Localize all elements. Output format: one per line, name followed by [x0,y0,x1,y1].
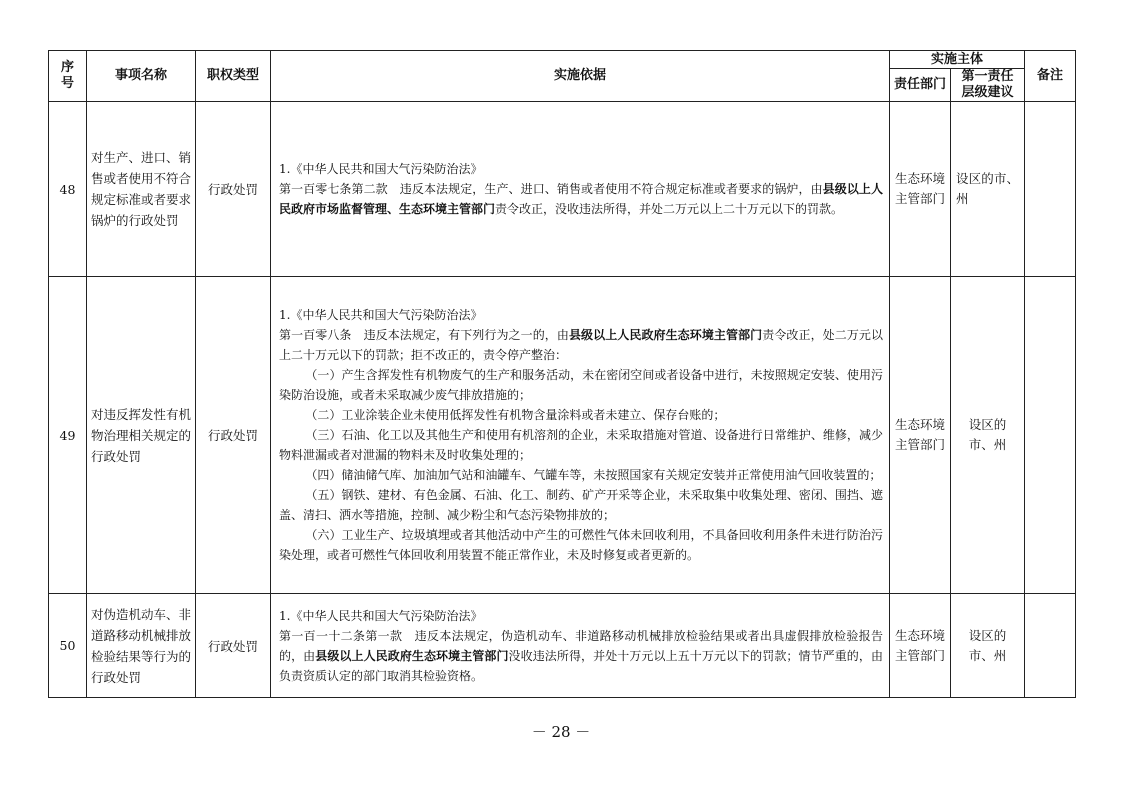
basis-paragraph [279,325,883,365]
row-authority-type: 行政处罚 [196,277,271,594]
law-title: 1.《中华人民共和国大气污染防治法》 [279,308,483,322]
header-level: 第一责任层级建议 [951,69,1025,102]
header-dept: 责任部门 [890,69,951,102]
row-basis [271,277,890,594]
header-remark: 备注 [1025,51,1076,102]
basis-paragraph [279,626,883,686]
header-type: 职权类型 [196,51,271,102]
row-seq: 49 [49,277,87,594]
basis-authority-bold: 县级以上人民政府生态环境主管部门 [315,648,509,663]
row-dept: 生态环境主管部门 [890,277,951,594]
basis-item: （五）钢铁、建材、有色金属、石油、化工、制药、矿产开采等企业，未采取集中收集处理、密闭、围挡、遮盖、清扫、洒水等措施，控制、减少粉尘和气态污染物排放的； [279,488,883,522]
row-level: 设区的市、州 [951,277,1025,594]
row-authority-type: 行政处罚 [196,102,271,277]
row-dept: 生态环境主管部门 [890,102,951,277]
basis-text: 第一百零八条 违反本法规定，有下列行为之一的，由 [279,328,569,342]
basis-item: （四）储油储气库、加油加气站和油罐车、气罐车等，未按照国家有关规定安装并正常使用油气回收装置的； [305,468,882,482]
basis-text: 第一百零七条第二款 违反本法规定，生产、进口、销售或者使用不符合规定标准或者要求的锅炉，由 [279,182,823,196]
header-seq: 序号 [49,51,87,102]
row-remark [1025,102,1076,277]
basis-item: （一）产生含挥发性有机物废气的生产和服务活动，未在密闭空间或者设备中进行，未按照规定安装、使用污染防治设施，或者未采取减少废气排放措施的； [279,368,883,402]
row-remark [1025,277,1076,594]
basis-text: 责令改正，没收违法所得，并处二万元以上二十万元以下的罚款。 [495,202,844,216]
row-level: 设区的市、州 [951,594,1025,698]
basis-authority-bold: 县级以上人民政府生态环境主管部门 [568,328,763,342]
row-item-name: 对违反挥发性有机物治理相关规定的行政处罚 [87,277,196,594]
table-row [49,277,1076,594]
row-item-name: 对生产、进口、销售或者使用不符合规定标准或者要求锅炉的行政处罚 [87,102,196,277]
authority-table [48,50,1076,698]
table-row [49,594,1076,698]
basis-text: 责令改正，处二万元以上二十万元以下的罚款；拒不改正的，责令停产整治： [279,328,883,362]
basis-text: 没收违法所得，并处十万元以上五十万元以下的罚款；情节严重的，由负责资质认定的部门取消其检验资格。 [279,648,883,683]
law-title: 1.《中华人民共和国大气污染防治法》 [279,162,483,176]
basis-item: （二）工业涂装企业未使用低挥发性有机物含量涂料或者未建立、保存台账的； [305,408,726,422]
law-title: 1.《中华人民共和国大气污染防治法》 [279,608,483,623]
header-name: 事项名称 [87,51,196,102]
row-remark [1025,594,1076,698]
row-level: 设区的市、州 [951,102,1025,277]
basis-item: （六）工业生产、垃圾填埋或者其他活动中产生的可燃性气体未回收利用，不具备回收利用条件未进行防治污染处理，或者可燃性气体回收利用装置不能正常作业，未及时修复或者更新的。 [279,528,883,562]
row-authority-type: 行政处罚 [196,594,271,698]
row-dept: 生态环境主管部门 [890,594,951,698]
page-number: － 28 － [531,723,591,741]
basis-text: 第一百一十二条第一款 违反本法规定，伪造机动车、非道路移动机械排放检验结果或者出具虚假排放检验报告的，由 [279,628,883,663]
basis-item: （三）石油、化工以及其他生产和使用有机溶剂的企业，未采取措施对管道、设备进行日常维护、维修，减少物料泄漏或者对泄漏的物料未及时收集处理的； [279,428,883,462]
basis-authority-bold: 县级以上人民政府市场监督管理、生态环境主管部门 [279,182,883,216]
row-seq: 48 [49,102,87,277]
row-basis [271,102,890,277]
table-row [49,102,1076,277]
row-basis [271,594,890,698]
basis-paragraph [279,179,883,219]
header-subject: 实施主体 [890,51,1025,69]
row-item-name: 对伪造机动车、非道路移动机械排放检验结果等行为的行政处罚 [87,594,196,698]
header-basis: 实施依据 [271,51,890,102]
row-seq: 50 [49,594,87,698]
